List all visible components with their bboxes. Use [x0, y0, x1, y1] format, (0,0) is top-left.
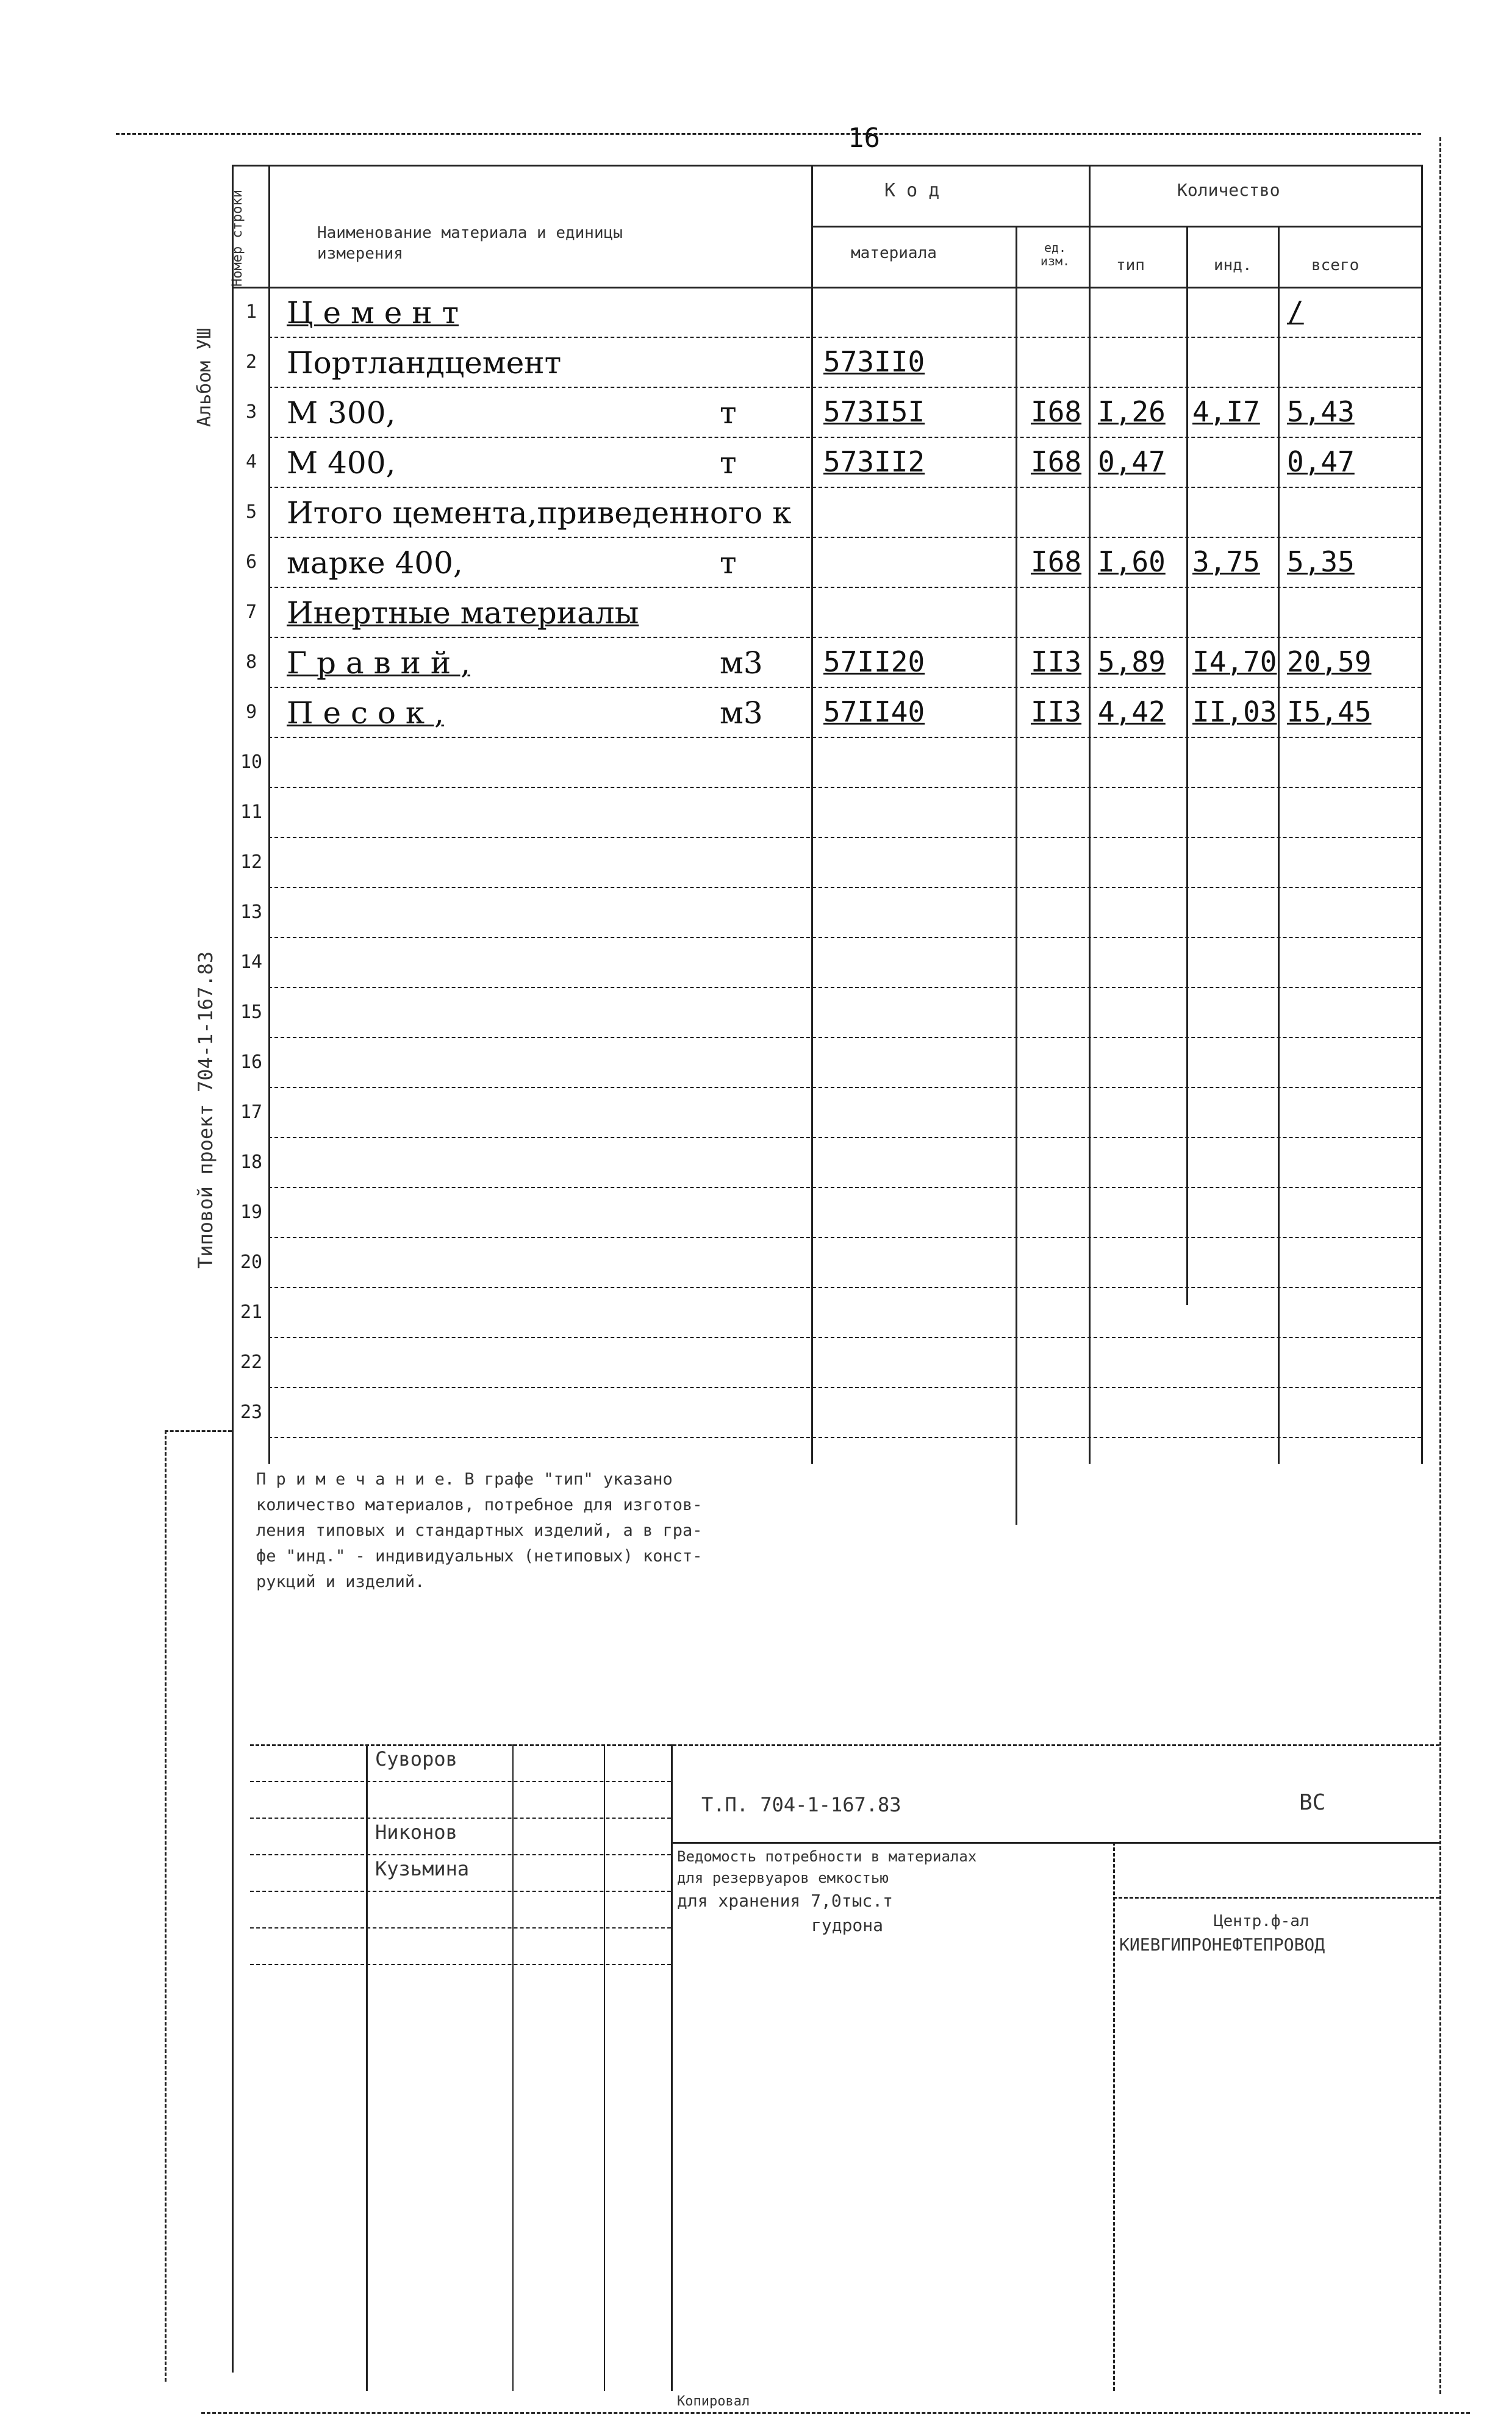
signer-name: Кузьмина — [375, 1857, 470, 1880]
footnote-line: рукций и изделий. — [256, 1572, 425, 1591]
material-name: Итого цемента,приведенного к — [287, 495, 792, 531]
row-separator — [268, 1137, 1421, 1138]
row-number: 20 — [240, 1252, 263, 1273]
material-name: Портландцемент — [287, 345, 562, 381]
row-separator — [268, 787, 1421, 788]
material-name: марке 400, — [287, 545, 463, 581]
note-top-border — [165, 1430, 232, 1432]
col-sep-code — [1016, 226, 1017, 1525]
stamp-row-6 — [250, 1964, 671, 1965]
row-number: 4 — [245, 451, 257, 473]
document-code: Т.П. 704-1-167.83 — [701, 1793, 901, 1816]
quantity-tip: 4,42 — [1098, 695, 1166, 728]
row-separator — [268, 1037, 1421, 1038]
page-number: 16 — [848, 123, 880, 154]
stamp-col-5 — [1113, 1842, 1115, 2391]
row-separator — [268, 587, 1421, 588]
row-separator — [268, 537, 1421, 538]
material-name: Г р а в и й , — [287, 645, 470, 681]
stamp-col-3 — [604, 1744, 605, 2391]
unit-of-measure: т — [720, 395, 737, 431]
row-number: 2 — [245, 351, 257, 373]
organization-name: КИЕВГИПРОНЕФТЕПРОВОД — [1119, 1935, 1325, 1955]
col-sep-right — [1421, 165, 1423, 1464]
unit-code: II3 — [1031, 645, 1082, 678]
row-number: 21 — [240, 1302, 263, 1323]
document-title-line: для резервуаров емкостью — [677, 1869, 889, 1886]
footnote-line: П р и м е ч а н и е. В графе "тип" указано — [256, 1470, 673, 1489]
quantity-total: 0,47 — [1287, 445, 1355, 478]
row-number: 6 — [245, 551, 257, 573]
document-title-line: гудрона — [811, 1915, 884, 1935]
row-number: 18 — [240, 1151, 263, 1173]
unit-of-measure: т — [720, 545, 737, 581]
footnote-line: количество материалов, потребное для изготов- — [256, 1495, 703, 1514]
row-separator — [268, 1387, 1421, 1388]
stamp-row-3 — [250, 1854, 671, 1855]
project-label: Типовой проект 704-1-167.83 — [194, 951, 217, 1269]
row-separator — [268, 1437, 1421, 1438]
row-separator — [268, 337, 1421, 338]
stamp-col-4 — [671, 1744, 673, 2391]
document-title-line: для хранения 7,0тыс.т — [677, 1891, 894, 1911]
material-name: П е с о к , — [287, 695, 444, 731]
row-separator — [268, 887, 1421, 888]
row-separator — [268, 1337, 1421, 1338]
unit-of-measure: т — [720, 445, 737, 481]
quantity-total: 5,35 — [1287, 545, 1355, 578]
footnote-line: фе "инд." - индивидуальных (нетиповых) конст- — [256, 1547, 703, 1566]
copied-by-label: Копировал — [677, 2394, 750, 2409]
stamp-mid — [671, 1842, 1439, 1844]
row-number: 3 — [245, 401, 257, 423]
tip-header: тип — [1116, 256, 1145, 274]
row-separator — [268, 437, 1421, 438]
quantity-group-header: Количество — [1177, 180, 1280, 200]
stamp-top — [250, 1744, 1439, 1746]
row-number: 5 — [245, 501, 257, 523]
row-number: 11 — [240, 801, 263, 823]
stamp-col-1 — [366, 1744, 368, 2391]
row-separator — [268, 387, 1421, 388]
quantity-total: 5,43 — [1287, 395, 1355, 428]
quantity-tip: 5,89 — [1098, 645, 1166, 678]
row-separator — [268, 1187, 1421, 1188]
row-number: 19 — [240, 1202, 263, 1223]
material-code: 573I5I — [823, 395, 925, 428]
quantity-total: I5,45 — [1287, 695, 1372, 728]
unit-code: I68 — [1031, 545, 1082, 578]
row-separator — [268, 687, 1421, 688]
quantity-total: 20,59 — [1287, 645, 1372, 678]
footnote-line: ления типовых и стандартных изделий, а в гра- — [256, 1521, 703, 1540]
quantity-ind: 3,75 — [1192, 545, 1260, 578]
total-header: всего — [1311, 256, 1360, 274]
row-separator — [268, 1087, 1421, 1088]
material-name: М 400, — [287, 445, 396, 481]
album-label: Альбом УШ — [194, 328, 215, 427]
sheet-code: ВС — [1299, 1790, 1326, 1815]
quantity-ind: 4,I7 — [1192, 395, 1260, 428]
material-code: 57II20 — [823, 645, 925, 678]
name-column-header: Наименование материала и единицы измерения — [317, 224, 623, 263]
unit-of-measure: м3 — [720, 645, 763, 681]
row-separator — [268, 1287, 1421, 1288]
footnote — [256, 1467, 854, 1595]
organization-branch: Центр.ф-ал — [1214, 1912, 1310, 1930]
quantity-tip: I,26 — [1098, 395, 1166, 428]
row-number: 17 — [240, 1101, 263, 1123]
row-separator — [268, 837, 1421, 838]
col-sep-ind — [1278, 226, 1280, 1464]
row-number: 16 — [240, 1051, 263, 1073]
row-separator — [268, 987, 1421, 988]
code-group-header: К о д — [884, 180, 940, 201]
unit-code: II3 — [1031, 695, 1082, 728]
unit-code-header: ед. изм. — [1040, 240, 1070, 268]
quantity-total: / — [1287, 295, 1304, 328]
row-separator — [268, 487, 1421, 488]
material-name: М 300, — [287, 395, 396, 431]
row-number: 10 — [240, 751, 263, 773]
stamp-row-5 — [250, 1927, 671, 1929]
stamp-row-4 — [250, 1891, 671, 1892]
subheader-line — [811, 226, 1421, 227]
header-bottom — [232, 287, 1421, 288]
quantity-tip: I,60 — [1098, 545, 1166, 578]
row-number: 13 — [240, 901, 263, 923]
row-number: 1 — [245, 301, 257, 323]
unit-code: I68 — [1031, 395, 1082, 428]
material-code-header: материала — [851, 244, 937, 262]
note-left-border — [165, 1430, 167, 2382]
col-sep-name — [811, 165, 813, 1464]
unit-code: I68 — [1031, 445, 1082, 478]
material-code: 57II40 — [823, 695, 925, 728]
right-frame — [1439, 137, 1441, 2394]
left-frame — [232, 165, 234, 2373]
stamp-col-2 — [512, 1744, 514, 2391]
col-sep-unit — [1089, 165, 1091, 1464]
row-number-header: Номер строки — [230, 190, 245, 287]
material-name: Ц е м е н т — [287, 295, 459, 331]
col-sep-rownum — [268, 165, 270, 1464]
row-separator — [268, 737, 1421, 738]
material-name: Инертные материалы — [287, 595, 639, 631]
material-code: 573II2 — [823, 445, 925, 478]
stamp-row-2 — [250, 1818, 671, 1819]
row-number: 22 — [240, 1352, 263, 1373]
unit-of-measure: м3 — [720, 695, 763, 731]
document-title-line: Ведомость потребности в материалах — [677, 1848, 977, 1865]
row-number: 8 — [245, 651, 257, 673]
material-code: 573II0 — [823, 345, 925, 378]
row-number: 12 — [240, 851, 263, 873]
stamp-right-mid — [1113, 1897, 1439, 1899]
row-separator — [268, 637, 1421, 638]
row-number: 7 — [245, 601, 257, 623]
stamp-row-1 — [250, 1781, 671, 1782]
row-number: 14 — [240, 951, 263, 973]
row-separator — [268, 1237, 1421, 1238]
table-top — [232, 165, 1421, 167]
quantity-tip: 0,47 — [1098, 445, 1166, 478]
row-number: 23 — [240, 1402, 263, 1423]
row-separator — [268, 937, 1421, 938]
signer-name: Суворов — [375, 1747, 457, 1771]
quantity-ind: II,03 — [1192, 695, 1277, 728]
row-number: 9 — [245, 701, 257, 723]
signer-name: Никонов — [375, 1821, 457, 1844]
top-border — [116, 133, 1421, 135]
ind-header: инд. — [1214, 256, 1252, 274]
quantity-ind: I4,70 — [1192, 645, 1277, 678]
row-number: 15 — [240, 1001, 263, 1023]
